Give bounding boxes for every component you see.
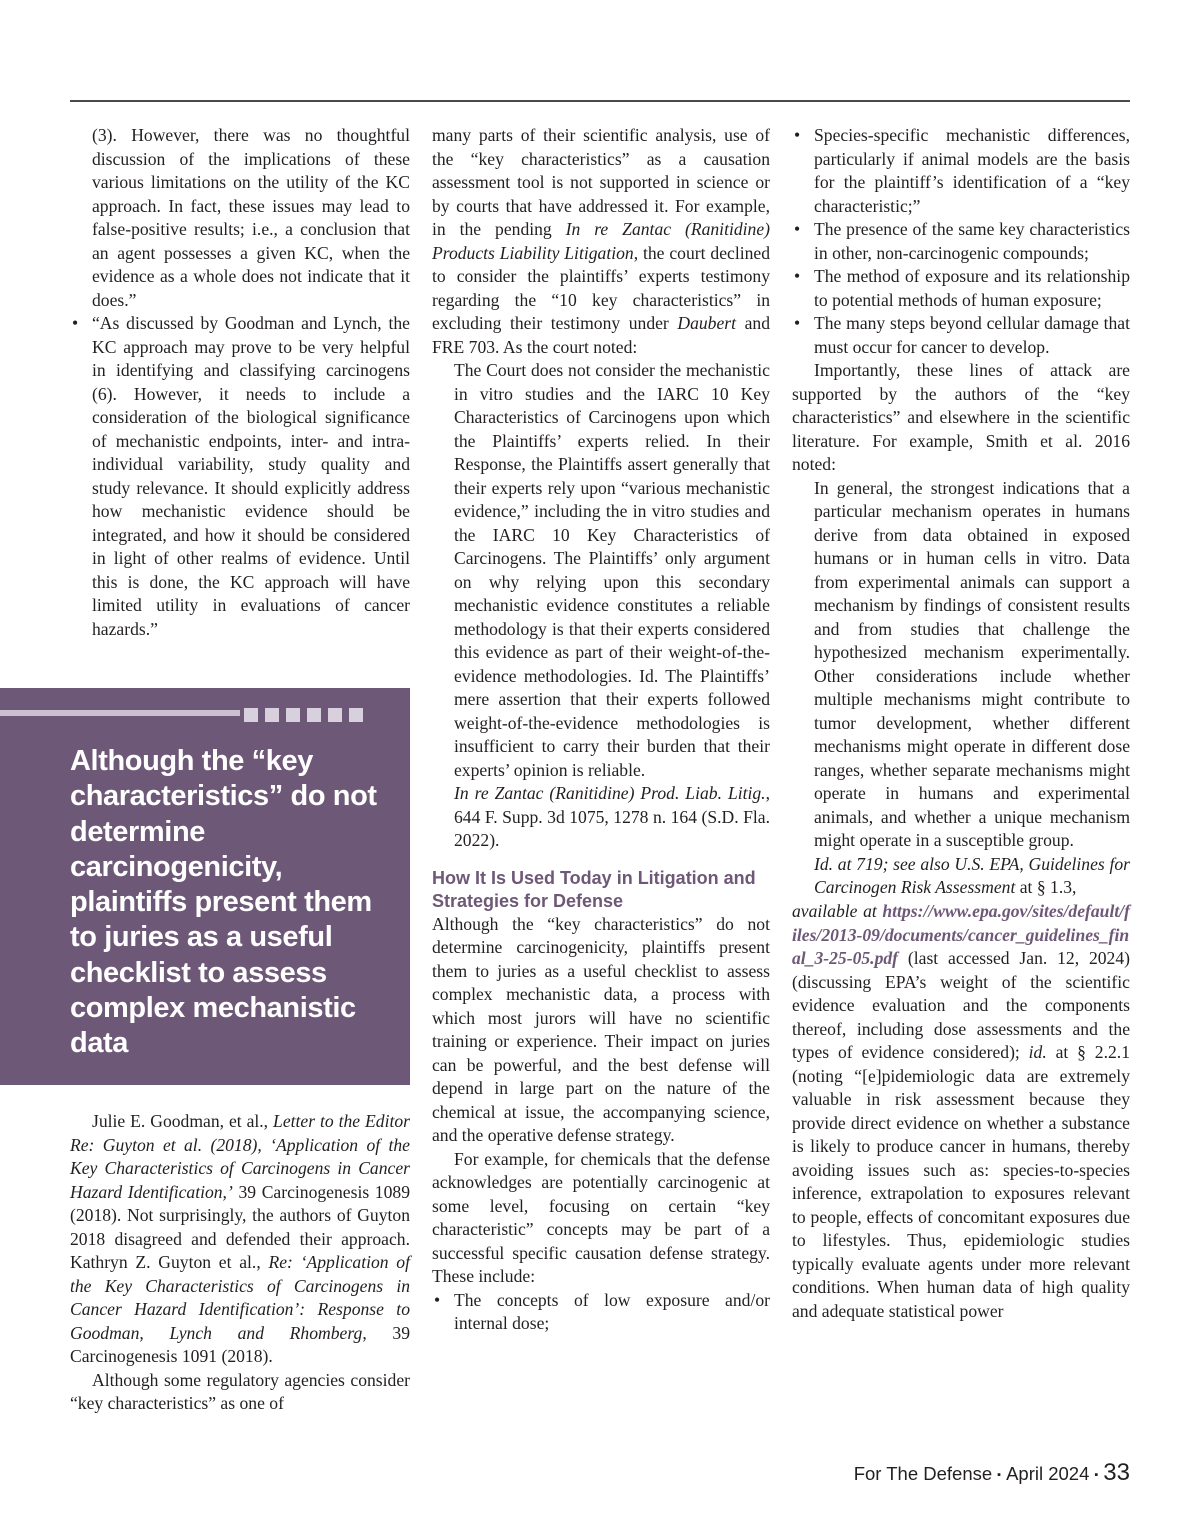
quote-text: The Court does not consider the mechanistic in vitro studies and the IARC 10 Key Characteristics of Carcinogens upon which the Plaintiffs’ experts relied. In their Response, the Plaintiffs assert generally that their experts rely upon “various mechanistic evidence,” including the in vitro studies and the IARC 10 Key Characteristics of Carcinogens. The Plaintiffs’ only argument on why relying upon this secondary mechanistic evidence constitutes a reliable methodology is that their experts considered this evidence as part of their weight-of-the-evidence methodologies. Id. The Plaintiffs’ mere assertion that their experts followed weight-of-the-evidence methodologies is insufficient to carry their burden that their experts’ opinion is reliable. xyxy=(454,360,770,780)
block-quote xyxy=(432,359,770,853)
page-footer xyxy=(854,1459,1130,1487)
footnote-paragraph: Julie E. Goodman, et al., Letter to the Editor Re: Guyton et al. (2018), ‘Application of the Key Characteristics of Carcinogens in Cancer Hazard Identification,’ 39 Carcinogenesis 1089 (2018). Not surprisingly, the authors of Guyton 2018 disagreed and defended their approach. Kathryn Z. Guyton et al., Re: ‘Application of the Key Characteristics of Carcinogens in Cancer Hazard Identification’: Response to Goodman, Lynch and Rhomberg, 39 Carcinogenesis 1091 (2018). xyxy=(70,1111,411,1366)
column-3 xyxy=(792,124,1130,900)
publication-name: For The Defense xyxy=(853,1463,993,1484)
bullet-list xyxy=(70,312,410,641)
bullet-item: • The presence of the same key characteristics in other, non-carcinogenic compounds; xyxy=(792,218,1130,265)
pull-quote-square xyxy=(286,708,300,722)
quote-citation: In re Zantac (Ranitidine) Prod. Liab. Litig., 644 F. Supp. 3d 1075, 1278 n. 164 (S.D. Fla. 2022). xyxy=(454,783,770,850)
pull-quote-square xyxy=(328,708,342,722)
body-paragraph: Importantly, these lines of attack are supported by the authors of the “key characteristics” and elsewhere in the scientific literature. For example, Smith et al. 2016 noted: xyxy=(792,360,1130,474)
body-paragraph: Although the “key characteristics” do not determine carcinogenicity, plaintiffs present them to juries as a useful checklist to assess complex mechanistic data, a process with which most jurors will have no scientific training or experience. Their impact on juries can be powerful, and the best defense will depend in large part on the nature of the chemical at issue, the accompanying science, and the operative defense strategy. xyxy=(432,913,770,1145)
bullet-item: • “As discussed by Goodman and Lynch, the KC approach may prove to be very helpful in identifying and classifying carcinogens (6). However, it needs to include a consideration of the biological significance of mechanistic endpoints, inter- and intra-individual variability, study quality and study relevance. It should explicitly address how mechanistic evidence should be integrated, and how it should be considered in light of other realms of evidence. Until this is done, the KC approach will have limited utility in evaluations of cancer hazards.” xyxy=(70,312,410,641)
pull-quote-square xyxy=(307,708,321,722)
pull-quote-text: Although the “key characteristics” do not determine carcinogenicity, plaintiffs present them to juries as a useful checklist to assess complex mechanistic data xyxy=(70,745,377,1060)
page-number: 33 xyxy=(1103,1459,1130,1486)
bullet-list xyxy=(792,124,1130,359)
block-quote xyxy=(792,477,1130,900)
pull-quote xyxy=(0,688,410,1085)
body-paragraph: many parts of their scientific analysis, use of the “key characteristics” as a causation assessment tool is not supported in science or by courts that have addressed it. For example, in the pending In re Zantac (Ranitidine) Products Liability Litigation, the court declined to consider the plaintiffs’ experts testimony regarding the “10 key characteristics” in excluding their testimony under Daubert and FRE 703. As the court noted: xyxy=(432,125,770,357)
column-2 xyxy=(432,124,770,1336)
pull-quote-square xyxy=(244,708,258,722)
citation-paragraph: available at https://www.epa.gov/sites/default/files/2013-09/documents/cancer_guidelines_final_3-25-05.pdf (last accessed Jan. 12, 2024) (discussing EPA’s weight of the scientific evidence evaluation and the components thereof, including dose assessments and the types of evidence considered); id. at § 2.2.1 (noting “[e]pidemiologic data are extremely valuable in risk assessment because they provide direct evidence on whether a substance is likely to produce cancer in humans, thereby avoiding issues such as: species-to-species inference, extrapolation to exposures relevant to people, effects of concomitant exposures due to lifestyles. Thus, epidemiologic studies typically evaluate agents under more relevant conditions. When human data of high quality and adequate statistical power xyxy=(792,901,1130,1321)
separator-icon: ▪ xyxy=(997,1469,1002,1481)
column-1-lower xyxy=(70,1110,410,1416)
column-3-lower xyxy=(792,900,1130,1323)
pull-quote-square xyxy=(349,708,363,722)
bullet-continuation: (3). However, there was no thoughtful discussion of the implications of these various limitations on the utility of the KC approach. In fact, these issues may lead to false-positive results; i.e., a conclusion that an agent possesses a given KC, when the evidence as a whole does not indicate that it does.” xyxy=(92,125,410,310)
separator-icon: ▪ xyxy=(1094,1469,1099,1481)
quote-text: In general, the strongest indications that a particular mechanism operates in humans derive from data obtained in exposed humans or in human cells in vitro. Data from experimental animals can support a mechanism by findings of consistent results and from studies that challenge the hypothesized mechanism experimentally. Other considerations include whether multiple mechanisms might contribute to tumor development, whether different mechanisms might operate in different dose ranges, whether separate mechanisms might operate in humans and experimental animals, and whether a unique mechanism might operate in a susceptible group. xyxy=(814,477,1130,850)
header-rule xyxy=(70,100,1130,102)
bullet-item: • Species-specific mechanistic differences, particularly if animal models are the basis for the plaintiff’s identification of a “key characteristic;” xyxy=(792,124,1130,218)
bullet-list xyxy=(432,1289,770,1336)
bullet-item: • The concepts of low exposure and/or internal dose; xyxy=(432,1289,770,1336)
body-paragraph: For example, for chemicals that the defense acknowledges are potentially carcinogenic at some level, focusing on certain “key characteristic” concepts may be part of a successful specific causation defense strategy. These include: xyxy=(432,1148,770,1286)
issue-date: April 2024 xyxy=(1006,1463,1090,1484)
bullet-item: • The method of exposure and its relationship to potential methods of human exposure; xyxy=(792,265,1130,312)
column-1 xyxy=(70,124,410,641)
bullet-item: • The many steps beyond cellular damage that must occur for cancer to develop. xyxy=(792,312,1130,359)
body-paragraph: Although some regulatory agencies consider “key characteristics” as one of xyxy=(70,1369,410,1413)
pull-quote-bar xyxy=(0,710,240,716)
quote-citation: Id. at 719; see also U.S. EPA, Guidelines for Carcinogen Risk Assessment at § 1.3, xyxy=(814,853,1130,897)
section-heading: How It Is Used Today in Litigation and Strategies for Defense xyxy=(432,867,756,911)
pull-quote-square xyxy=(265,708,279,722)
epa-guidelines-link[interactable]: https://www.epa.gov/sites/default/files/2013-09/documents/cancer_guidelines_final_3-25-05.pdf xyxy=(792,901,1130,968)
